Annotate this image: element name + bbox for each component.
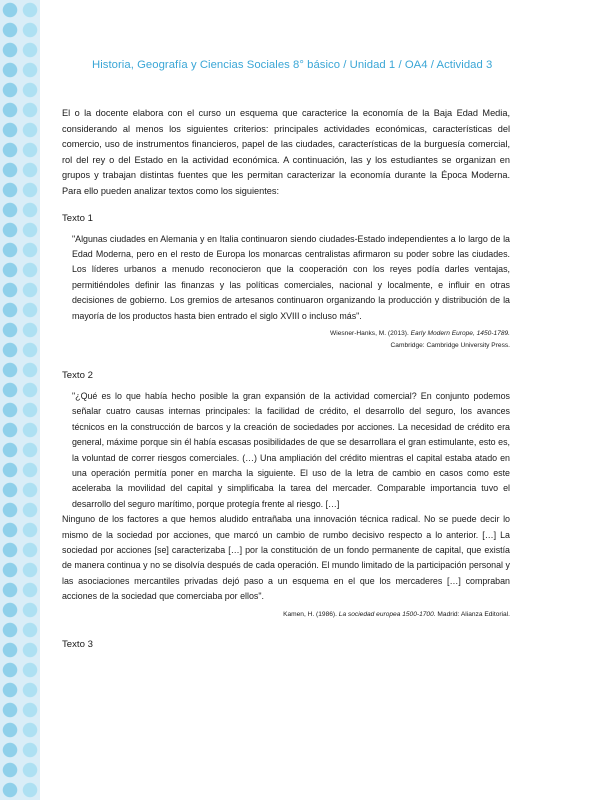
text-2-quote: [62, 389, 510, 620]
text-1-quote: [72, 232, 510, 351]
text-2-citation-publisher: Madrid: Alianza Editorial.: [437, 610, 510, 618]
text-2-citation-title: La sociedad europea 1500-1700.: [338, 610, 436, 618]
text-3-label: Texto 3: [62, 639, 93, 651]
text-1-citation: [72, 328, 510, 351]
text-1-citation-publisher: Cambridge: Cambridge University Press.: [390, 341, 510, 349]
decorative-side-strip: [0, 0, 40, 800]
text-2-citation: [72, 609, 510, 621]
text-1-citation-title: Early Modern Europe, 1450-1789.: [410, 330, 510, 337]
intro-paragraph: El o la docente elabora con el curso un esquema que caracterice la economía de la Baja Edad Media, considerando al menos los siguientes criterios: principales actividades económicas, características del comercio, uso de instrumentos financieros, papel de las ciudades, características de la burguesía comercial, rol del rey o del Estado en la actividad económica. A continuación, las y los estudiantes se organizan en grupos y trabajan distintas fuentes que les permitan caracterizar la economía durante la Época Moderna. Para ello pueden analizar textos como los siguientes:: [62, 108, 510, 196]
text-2-paragraph-1: "¿Qué es lo que había hecho posible la gran expansión de la actividad comercial? En conjunto podemos señalar cuatro causas internas principales: la facilidad de crédito, el desarrollo del seguro, los avances técnicos en la construcción de barcos y la creación de sociedades por acciones. La necesidad de crédito era general, máxime porque sin él había escasas posibilidades de que se desarrollara el gran estimulante, esto es, la voluntad de correr riesgos comerciales. (…) Una ampliación del crédito mientras el capital estaba atado en una operación permitía poner en marcha la siguiente. El uso de la letra de cambio en casos como este aceleraba la movilidad del capital y simplificaba la tarea del mercader. Comparable importancia tuvo el desarrollo del seguro marítimo, porque protegía frente al riesgo. […]: [72, 391, 510, 509]
text-1-paragraph: "Algunas ciudades en Alemania y en Italia continuaron siendo ciudades-Estado independientes a lo largo de la Edad Moderna, pero en el resto de Europa los monarcas centralistas afirmaron su poder sobre las ciudades. Los líderes urbanos a menudo reconocieron que la cooperación con los reyes podía darles ventajas, permitiéndoles definir las finanzas y las políticas comerciales, nacional y localmente, e influir en otras decisiones de gobierno. Los gremios de artesanos continuaron organizando la producción y distribución de la mayoría de los productos hasta bien entrado el siglo XVIII o incluso más".: [72, 233, 510, 321]
text-1-citation-author: Wiesner-Hanks, M. (2013).: [330, 330, 409, 337]
text-2-paragraph-2: Ninguno de los factores a que hemos aludido entrañaba una innovación técnica radical. No se puede decir lo mismo de la sociedad por acciones, que marcó un cambio de rumbo decisivo respecto a lo anterior. […] La sociedad por acciones [se] caracterizaba […] por la constitución de un fondo permanente de capital, que existía de manera continua y no se disolvía después de cada operación. El mundo limitado de la participación personal y las asociaciones mercantiles privadas dejó paso a un esquema en el que los mercaderes […] compraban acciones de la sociedad que comerciaba por ellos".: [62, 514, 510, 602]
text-2-citation-author: Kamen, H. (1986).: [283, 610, 337, 618]
text-2-label: Texto 2: [62, 370, 93, 381]
text-1-label: Texto 1: [62, 212, 93, 224]
document-body: [62, 106, 510, 658]
page-breadcrumb: Historia, Geografía y Ciencias Sociales 8° básico / Unidad 1 / OA4 / Actividad 3: [92, 59, 493, 71]
